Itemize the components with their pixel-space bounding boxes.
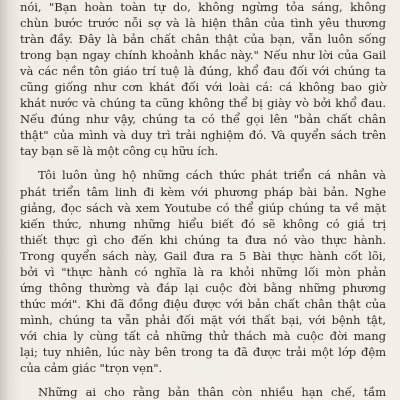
text-line: Những ai cho rằng bản thân còn nhiều hạn chế, tầm — [38, 385, 386, 400]
text-line: chùn bước trước nỗi sợ và là hiện thân của tình yêu thương — [20, 16, 386, 31]
text-line: lại; tuy nhiên, lúc này bên trong ta đã được trải một lớp đệm — [20, 344, 386, 359]
text-line: tay bạn sẽ là một công cụ hữu ích. — [20, 144, 219, 159]
text-line: và các nền tôn giáo trí tuệ là đúng, khổ đau đối với chúng ta — [20, 64, 386, 79]
text-line: phát triển tâm linh đi kèm với phương pháp bài bản. Nghe — [20, 184, 386, 199]
text-line: thiết thực gì cho đến khi chúng ta đưa nó vào thực hành. — [20, 232, 386, 247]
paragraph-1 — [20, 0, 386, 159]
text-line: nói, "Bạn hoàn toàn tự do, không ngừng tỏa sáng, không — [20, 0, 386, 14]
text-line: bởi vì "thực hành có nghĩa là ra khỏi những lối mòn phản — [20, 264, 386, 279]
text-line: cũng giống như cơn khát đối với loài cá: cá không bao giờ — [20, 80, 386, 95]
text-line: Nếu đúng như vậy, chúng ta có thể gọi lên "bản chất chân — [20, 112, 386, 127]
body-text — [20, 0, 386, 400]
text-line: thật" của mình và duy trì trải nghiệm đó. Và quyển sách trên — [20, 128, 386, 143]
text-line: mình, chúng ta vẫn phải đối mặt với thất bại, với bệnh tật, — [20, 312, 386, 327]
text-line: thức mới". Khi đã đồng điệu được với bản chất chân thật của — [20, 296, 386, 311]
text-line: Tôi luôn ủng hộ những cách thức phát triển cá nhân và — [38, 168, 386, 183]
paragraph-2 — [20, 167, 386, 376]
text-line: trong bạn ngay chính khoảnh khắc này." Nếu như lời của Gail — [20, 48, 386, 63]
text-line: tràn đầy. Đây là bản chất chân thật của bạn, vẫn luôn sống — [20, 32, 386, 47]
text-line: của cảm giác "trọn vẹn". — [20, 361, 163, 376]
text-line: Trong quyển sách này, Gail đưa ra 5 Bài thực hành cốt lõi, — [20, 248, 386, 263]
text-line: với chia ly cùng tất cả những thử thách mà cuộc đời mang — [20, 328, 386, 343]
text-line: giảng, đọc sách và xem Youtube có thể giúp chúng ta về mặt — [20, 200, 386, 215]
paragraph-3 — [20, 384, 386, 400]
text-line: ứng thông thường và đáp lại cuộc đời bằng những phương — [20, 280, 386, 295]
text-line: kiến thức, nhưng những hiểu biết đó sẽ không có giá trị — [20, 216, 386, 231]
text-line: khát nước và chúng ta cũng không thể bị giày vò bởi khổ đau. — [20, 96, 386, 111]
